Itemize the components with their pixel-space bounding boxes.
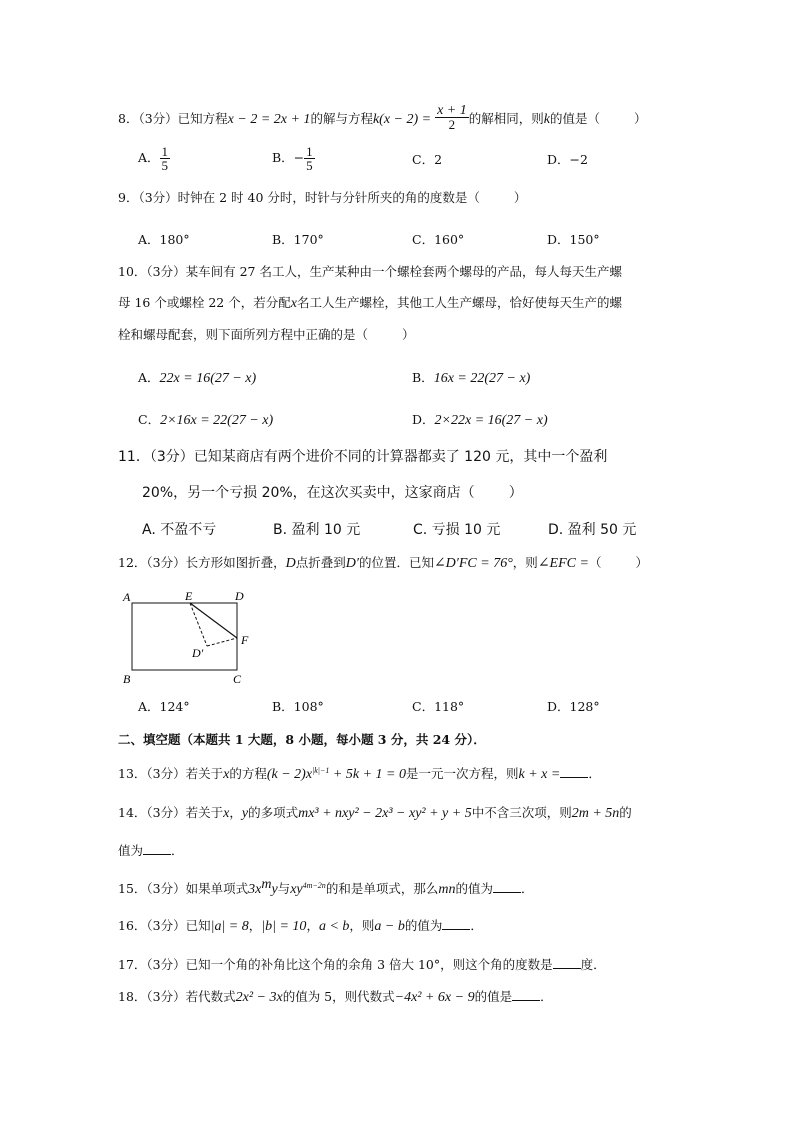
question-13: 13．（3分）若关于x的方程$(k - 2)x^{|k|-1} + 5k + 1 = 0$是一元一次方程，则k + x = ． [118,766,601,783]
question-17: 17．（3分）已知一个角的补角比这个角的余角 3 倍大 10°，则这个角的度数是 度． [118,957,606,972]
question-14-line-2: 值为 ． [118,843,184,858]
q11-option-a: A. 不盈不亏 [142,522,217,538]
label-d-prime: D′ [192,646,204,660]
q18-answer-blank [512,990,540,1001]
question-9: 9．（3分）时钟在 2 时 40 分时，时针与分针所夹的角的度数是（ ） [118,190,527,205]
label-d: D [235,589,244,603]
dashed-line-df [207,638,237,646]
q11-option-d: D. 盈利 50 元 [548,522,637,538]
q11-option-c: C. 亏损 10 元 [413,522,501,538]
q10-option-a: A．22x = 16(27 − x) [138,370,257,386]
q13-answer-blank [560,767,588,778]
question-18: 18．（3分）若代数式2x² − 3x的值为 5，则代数式−4x² + 6x − 9的值是 ． [118,989,553,1005]
q8-option-a-fraction: $\frac{1}{5}$ [161,144,169,173]
q8-equation-1: x − 2 = 2x + 1 [227,112,311,127]
q15-answer-blank [493,882,521,893]
q14-answer-blank [143,844,171,855]
rectangle-abcd [132,603,237,670]
q8-option-c: C．2 [412,152,443,167]
fold-line-ef [190,603,237,638]
q9-option-c: C．160° [412,232,465,247]
question-11-line-1: 11．（3分）已知某商店有两个进价不同的计算器都卖了 120 元，其中一个盈利 [118,449,608,465]
q8-close: ） [634,111,647,126]
q12-option-b: B．108° [272,699,324,714]
q10-option-b: B．16x = 22(27 − x) [412,370,531,386]
q10-option-c: C．2×16x = 22(27 − x) [138,412,274,428]
question-16: 16．（3分）已知|a| = 8，|b| = 10，a < b，则a − b的值为 ． [118,918,483,934]
q8-option-a: A． $\frac{1}{5}$ [138,144,169,173]
label-c: C [233,672,242,686]
q12-option-d: D．128° [547,699,600,714]
section-2-heading: 二、填空题（本题共 1 大题，8 小题，每小题 3 分，共 24 分）． [118,732,486,747]
q8-suffix2: 的值是（ [550,111,601,126]
question-10-line-3: 栓和螺母配套，则下面所列方程中正确的是（ ） [118,327,415,342]
question-10-line-2: 母 16 个或螺栓 22 个，若分配x名工人生产螺栓，其他工人生产螺母，恰好使每天生产的螺 [118,295,622,311]
q9-option-b: B．170° [272,232,324,247]
q9-option-d: D．150° [547,232,600,247]
q8-k: k [543,112,550,127]
q12-option-c: C．118° [412,699,465,714]
q10-option-d: D．2×22x = 16(27 − x) [412,412,548,428]
q8-mid: 的解与方程 [310,111,373,126]
q8-equation-2: k(x − 2) = [372,112,432,127]
q16-answer-blank [442,919,470,930]
q11-option-b: B. 盈利 10 元 [273,522,361,538]
question-12: 12．（3分）长方形如图折叠，D点折叠到D′的位置．已知∠D′FC = 76°，则∠EFC =（ ） [118,555,648,571]
label-b: B [123,672,131,686]
label-a: A [123,590,131,604]
q12-option-a: A．124° [138,699,190,714]
question-14-line-1: 14．（3分）若关于x，y的多项式mx³ + nxy² − 2x³ − xy² + y + 5中不含三次项，则2m + 5n的 [118,805,632,821]
q8-fraction: $\frac{x + 1}{2}$ [437,103,467,132]
question-11-line-2: 20%，另一个亏损 20%，在这次买卖中，这家商店（ ） [142,485,523,501]
q17-answer-blank [553,958,581,969]
q8-prefix: 8．（3分）已知方程 [118,111,228,126]
q9-option-a: A．180° [138,232,190,247]
question-10-line-1: 10．（3分）某车间有 27 名工人，生产某种由一个螺栓套两个螺母的产品，每人每天生产螺 [118,264,622,279]
label-e: E [185,589,193,603]
q8-option-b-fraction: $\frac{1}{5}$ [306,144,313,173]
question-15: 15．（3分）如果单项式$3x^my$与$xy^{4m-2n}$的和是单项式，那么mn的值为 ． [118,877,534,898]
question-8 [118,103,647,133]
q8-option-b: B．− $\frac{1}{5}$ [272,144,313,173]
q12-figure [118,586,268,686]
label-f: F [241,633,249,647]
q8-suffix: 的解相同，则 [468,111,544,126]
q8-option-d: D．−2 [547,152,588,167]
